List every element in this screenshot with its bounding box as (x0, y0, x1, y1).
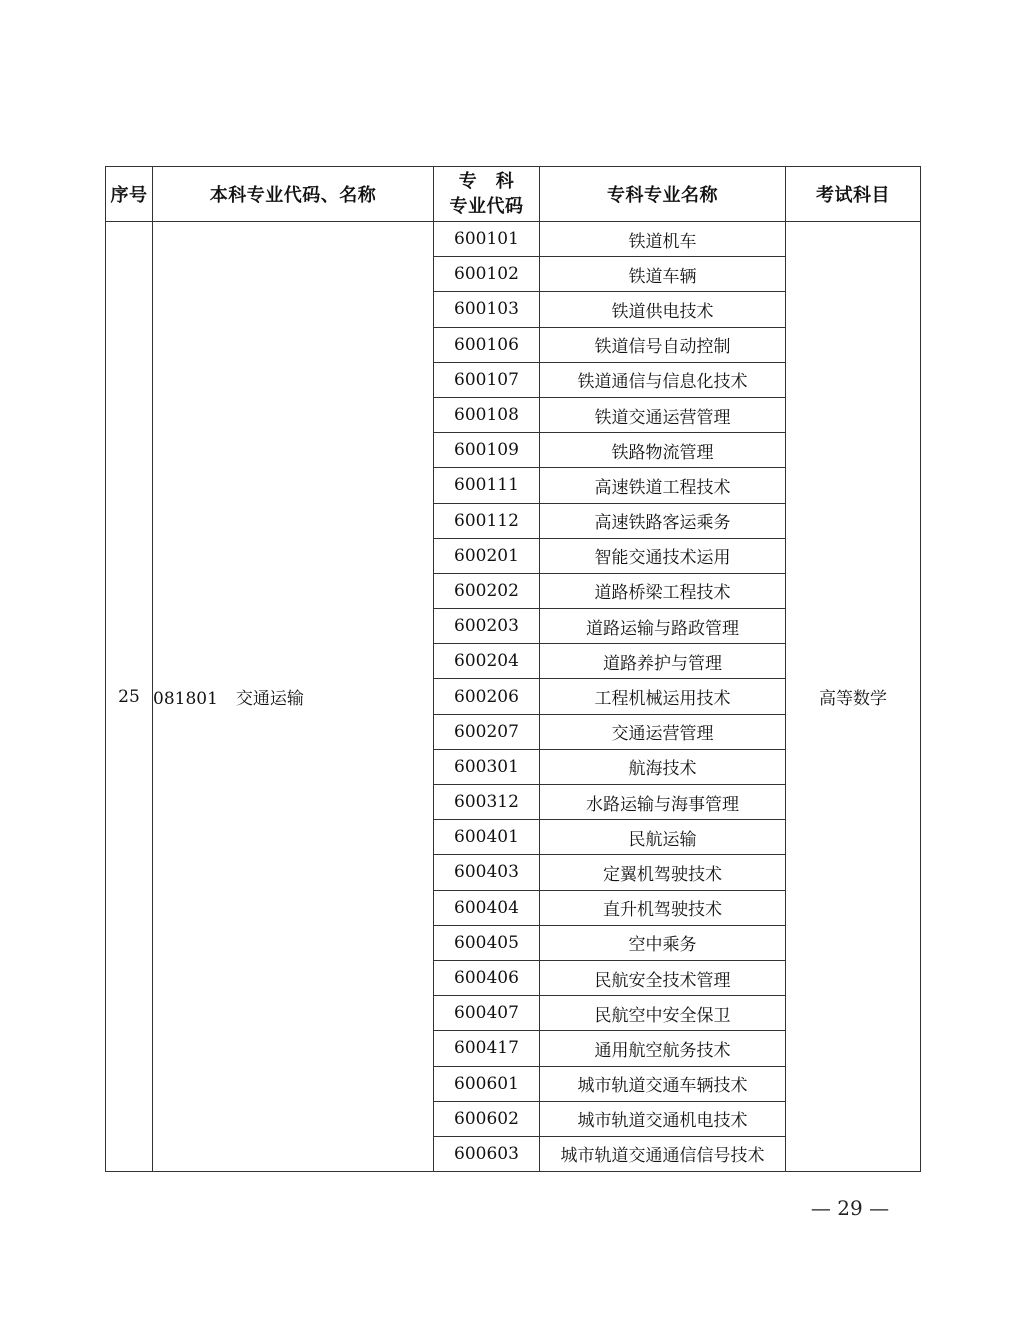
table-body (106, 222, 921, 1172)
cell-code: 600203 (434, 609, 540, 644)
cell-name: 定翼机驾驶技术 (540, 855, 786, 890)
cell-name: 直升机驾驶技术 (540, 890, 786, 925)
cell-subject: 高等数学 (786, 222, 921, 1172)
table-row (106, 222, 921, 257)
cell-name: 智能交通技术运用 (540, 538, 786, 573)
cell-name: 铁道通信与信息化技术 (540, 362, 786, 397)
cell-code: 600207 (434, 714, 540, 749)
cell-code: 600201 (434, 538, 540, 573)
cell-code: 600405 (434, 925, 540, 960)
header-name: 专科专业名称 (540, 167, 786, 222)
cell-name: 城市轨道交通通信信号技术 (540, 1136, 786, 1171)
major-table (105, 166, 921, 1172)
cell-code: 600206 (434, 679, 540, 714)
page-number: — 29 — (810, 1196, 890, 1220)
cell-name: 航海技术 (540, 749, 786, 784)
cell-name: 民航运输 (540, 820, 786, 855)
cell-name: 通用航空航务技术 (540, 1031, 786, 1066)
cell-name: 工程机械运用技术 (540, 679, 786, 714)
header-row (106, 167, 921, 222)
cell-name: 铁道机车 (540, 222, 786, 257)
cell-code: 600112 (434, 503, 540, 538)
cell-name: 道路运输与路政管理 (540, 609, 786, 644)
cell-code: 600417 (434, 1031, 540, 1066)
header-subject: 考试科目 (786, 167, 921, 222)
cell-name: 水路运输与海事管理 (540, 785, 786, 820)
cell-code: 600202 (434, 573, 540, 608)
cell-code: 600107 (434, 362, 540, 397)
cell-code: 600102 (434, 257, 540, 292)
cell-code: 600109 (434, 433, 540, 468)
cell-name: 铁道车辆 (540, 257, 786, 292)
cell-name: 铁道信号自动控制 (540, 327, 786, 362)
cell-code: 600312 (434, 785, 540, 820)
header-major: 本科专业代码、名称 (153, 167, 434, 222)
major-name: 交通运输 (235, 689, 304, 710)
cell-code: 600301 (434, 749, 540, 784)
cell-code: 600204 (434, 644, 540, 679)
cell-name: 城市轨道交通车辆技术 (540, 1066, 786, 1101)
header-code-line1: 专 科 (458, 171, 515, 192)
header-code-line2: 专业代码 (449, 196, 524, 217)
cell-major (153, 222, 434, 1172)
cell-code: 600404 (434, 890, 540, 925)
cell-code: 600406 (434, 960, 540, 995)
cell-code: 600101 (434, 222, 540, 257)
cell-name: 民航空中安全保卫 (540, 996, 786, 1031)
header-seq: 序号 (106, 167, 153, 222)
cell-code: 600401 (434, 820, 540, 855)
cell-code: 600403 (434, 855, 540, 890)
cell-name: 道路桥梁工程技术 (540, 573, 786, 608)
cell-code: 600603 (434, 1136, 540, 1171)
cell-name: 交通运营管理 (540, 714, 786, 749)
cell-name: 空中乘务 (540, 925, 786, 960)
cell-code: 600106 (434, 327, 540, 362)
header-code (434, 167, 540, 222)
cell-name: 铁路物流管理 (540, 433, 786, 468)
cell-code: 600407 (434, 996, 540, 1031)
major-code: 081801 (153, 689, 218, 710)
cell-code: 600108 (434, 397, 540, 432)
cell-name: 道路养护与管理 (540, 644, 786, 679)
cell-seq: 25 (106, 222, 153, 1172)
cell-name: 铁道供电技术 (540, 292, 786, 327)
cell-name: 铁道交通运营管理 (540, 397, 786, 432)
cell-name: 民航安全技术管理 (540, 960, 786, 995)
cell-code: 600111 (434, 468, 540, 503)
cell-code: 600602 (434, 1101, 540, 1136)
cell-code: 600601 (434, 1066, 540, 1101)
cell-name: 城市轨道交通机电技术 (540, 1101, 786, 1136)
cell-name: 高速铁路客运乘务 (540, 503, 786, 538)
cell-name: 高速铁道工程技术 (540, 468, 786, 503)
cell-code: 600103 (434, 292, 540, 327)
